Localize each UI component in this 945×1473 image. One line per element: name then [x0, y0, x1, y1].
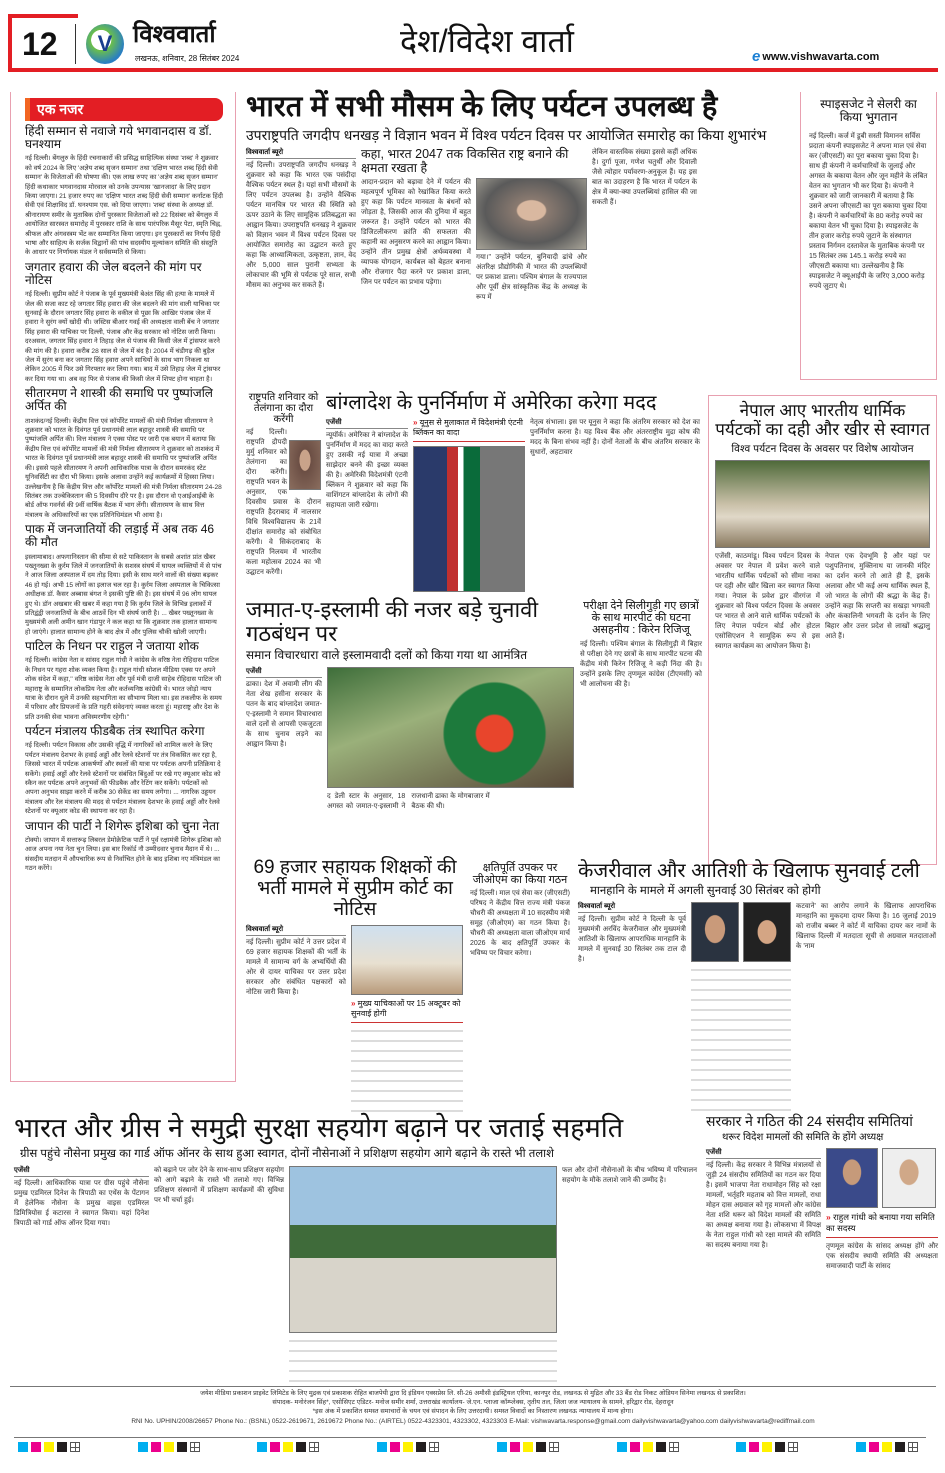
greece-photo-column — [289, 1166, 557, 1382]
president-story — [246, 392, 321, 592]
brief-body: इस्लामाबाद। अफगानिस्तान की सीमा से सटे पाकिस्तान के सबसे अशांत प्रांत खैबर पख्तूनख्वा के कुर्रम जिले में जनजातियों के सशस्त्र संघर्ष में घायल व्यक्तियों में से पांच ने आज जिला अस्पताल में दम तोड़ दिया। इसी के साथ मरने वालों की संख्या बढ़कर 46 हो गई। अभी 15 लोगों का इलाज चल रहा है। कुर्रम जिला अस्पताल के चिकित्सा अधीक्षक डॉ. कैसर अब्बास बंगश ने इसकी पुष्टि की है। इस संघर्ष में 96 लोग घायल हुए थे। डॉन अखबार की खबर में कहा गया है कि कुर्रम जिले के विभिन्न इलाकों में प्रतिद्वंद्वी जनजातियों के बीच आठवें दिन भी संघर्ष जारी है। ... खैबर पख्तूनख्वा के मुख्यमंत्री अली अमीन खान गंडापुर ने कल कहा था कि शुक्रवार तक हालात सामान्य हो जाएंगे। हालात सामान्य होने के बाद क्षेत्र में और पुलिस चौकी खोली जाएगी। — [25, 553, 222, 636]
cmyk-swatch-group — [377, 1442, 439, 1452]
swatch-cyan — [377, 1442, 387, 1452]
president-headline: राष्ट्रपति शनिवार को तेलंगाना का दौरा करेंगी — [248, 392, 319, 425]
quote-chevron-icon: » — [413, 418, 420, 427]
committees-body: नई दिल्ली। केंद्र सरकार ने विभिन्न मंत्रालयों से जुड़ी 24 संसदीय समितियों का गठन कर दिया है। इसमें भाजपा नेता राधामोहन सिंह को रक्षा मामलों, भर्तृहरि महताब को वित्त मामलों, राधा मोहन दास अग्रवाल को गृह मामलों और कांग्रेस नेता शशि थरूर को विदेश मामलों की समिति का अध्यक्ष बनाया गया है। लोकसभा में विपक्ष के नेता राहुल गांधी को रक्षा मामले की समिति का सदस्य बनाया गया है। — [706, 1162, 821, 1250]
siliguri-body: नई दिल्ली। पश्चिम बंगाल के सिलीगुड़ी में बिहार से परीक्षा देने गए छात्रों के साथ मारपीट घटना की केंद्रीय मंत्री किरेन रिजिजू ने कड़ी निंदा की है। उन्होंने इसके लिए तृणमूल कांग्रेस (टीएमसी) को भी आलोचना की है। — [580, 641, 702, 689]
swatch-black — [416, 1442, 426, 1452]
spicejet-box — [800, 92, 937, 380]
footer-rule-2 — [14, 1437, 926, 1438]
kejriwal-photo — [691, 902, 739, 962]
teachers-col-2 — [351, 925, 463, 1114]
committees-photo-row — [826, 1148, 938, 1208]
vice-president-photo — [476, 178, 587, 250]
lead-body-3: गया।" उन्होंने पर्यटन, बुनियादी ढांचे और अंतरिक्ष प्रौद्योगिकी में भारत की उपलब्धियों पर प्रकाश डाला। पश्चिम बंगाल के राज्यपाल और पूर्वी क्षेत्र सांस्कृतिक केंद्र के अध्यक्ष के रूप में — [476, 254, 587, 302]
brief-headline: पाटिल के निधन पर राहुल ने जताया शोक — [25, 639, 199, 654]
imprint: जयेश मीडिया प्रकाशन प्राइवेट लिमिटेड के लिए मुद्रक एवं प्रकाशक रोहित बाजपेयी द्वारा दि इंडियन एक्सप्रेस लि. सी-26 अमौसी इंडस्ट्रियल एरिया, कानपुर रोड, लखनऊ से मुद्रित और 33 बैंड रोड निकट ओडियन सिनेमा लखनऊ से प्रकाशित। संपादक- मनोरंजन सिंह*, एसोसिएट एडिटर- मनोज समीर शर्मा, उत्तराखंड कार्यालय- जे.एन. प्लाजा कॉम्प्लेक्स, तृतीय तल, जिला जज न्यायालय के सामने, हरिद्वार रोड, देहरादून *इस अंक में प्रकाशित समस्त समाचारों के चयन एवं संपादन के लिए उत्तरदायी। समस्त विवादों का निस्तारण लखनऊ न्यायालय में मान्य होगा। RNI No. UPHIN/2008/26657 Phone No.: (BSNL) 0522-2619671, 2619672 Phone No.: (AIRTEL) 0522-4323301, 4323302, 4323303 E-Mail: vishwavarta.response@gmail.com dailyvishwavarta@yahoo.com dailyvishwavarta@rediffmail.com — [131, 1390, 815, 1425]
lead-columns — [246, 148, 796, 384]
lead-middle-columns — [361, 178, 587, 384]
teachers-text-lines — [351, 1027, 463, 1114]
ek-nazar-column — [10, 92, 236, 1082]
cmyk-swatch-group — [497, 1442, 559, 1452]
brief-body: नई दिल्ली। सुप्रीम कोर्ट ने पंजाब के पूर्व मुख्यमंत्री बेअंत सिंह की हत्या के मामले में जेल की सजा काट रहे जगतार सिंह हवारा की जेल बदलने की मांग वाली याचिका पर सुनवाई के दौरान जगतार सिंह हवारा के वकील से पूछा कि आखिर पंजाब जेल में हवारा ने सुरंग क्यों खोदी थी। जस्टिस बीआर गवई की अध्यक्षता वाली बेंच ने जगतार सिंह हवारा की याचिका पर दिल्ली, पंजाब और केंद्र सरकार को नोटिस जारी किया। दरअसल, जगतार सिंह हवारा ने तिहाड़ जेल से पंजाब की किसी जेल में ट्रांसफर करने की मांग की है। हवारा करीब 28 साल से जेल में बंद है। 2004 में चंडीगढ़ की बुड़ैल जेल में सुरंग बना कर जगतार सिंह हवारा अपने साथियों के साथ भाग निकला था लेकिन 2005 में फिर उसे गिरफ्तार कर लिया गया। बाद में उसे तिहाड़ जेल में ट्रांसफर कर दिया गया था। अब वह फिर से पंजाब की किसी जेल में शिफ्ट होना चाहता है। — [25, 291, 221, 383]
swatch-yellow — [643, 1442, 653, 1452]
byline: एजेंसी — [246, 667, 322, 678]
bangladesh-columns — [326, 418, 704, 592]
brief-headline: हिंदी सम्मान से नवाजे गये भगवानदास व डॉ. घनश्याम — [25, 124, 212, 152]
committees-columns — [706, 1148, 938, 1382]
swatch-black — [57, 1442, 67, 1452]
teachers-columns — [246, 925, 464, 1114]
lead-photo-column — [476, 178, 587, 384]
lead-body-2: आदान-प्रदान को बढ़ावा देने में पर्यटन की महत्वपूर्ण भूमिका को रेखांकित किया करते हुए कहा कि पर्यटन मानवता के बंधनों को जोड़ता है, जिसकी आज की दुनिया में बहुत जरूरत है। उन्होंने पर्यटन को भारत की डिजिटलीकरण क्रांति की सफलता की कहानी का अनुसरण करने का आह्वान किया। उन्होंने तीन प्रमुख क्षेत्रों अर्थव्यवस्था में व्यापक योगदान, कार्यबल को बेहतर बनाना और रोजगार पैदा करने पर प्रकाश डाला, जिन पर पर्यटन का प्रभाव पड़ेगा। — [361, 179, 471, 287]
greece-headline: भारत और ग्रीस ने समुद्री सुरक्षा सहयोग बढ़ाने पर जताई सहमति — [14, 1113, 624, 1143]
kejriwal-headline: केजरीवाल और आतिशी के खिलाफ सुनवाई टली — [578, 860, 920, 882]
supreme-court-photo — [351, 925, 463, 995]
byline: एजेंसी — [326, 418, 408, 429]
jamat-body: ढाका। देश में अवामी लीग की नेता शेख हसीना सरकार के पतन के बाद बांग्लादेश जमात-ए-इस्लामी ने समान विचारधारा वाले दलों से आपसी एकजुटता के साथ चुनाव लड़ने का आह्वान किया है। — [246, 681, 322, 749]
swatch-yellow — [882, 1442, 892, 1452]
swatch-cyan — [736, 1442, 746, 1452]
masthead-rule — [8, 68, 938, 72]
tharoor-photo — [826, 1148, 878, 1208]
committees-subheadline: थरूर विदेश मामलों की समिति के होंगे अध्यक्ष — [722, 1132, 884, 1144]
ek-nazar-banner: एक नजर — [25, 98, 223, 121]
byline: विश्ववार्ता ब्यूरो — [246, 148, 356, 159]
byline: एजेंसी — [706, 1148, 821, 1159]
swatch-magenta — [749, 1442, 759, 1452]
nepal-body: एजेंसी, काठमांडू। विश्व पर्यटन दिवस के अवसर पर नेपाल में प्रवेश करने वाले भारतीय धार्मिक पर्यटकों को सीमा नाका पर दही और खीर खिला कर स्वागत किया गया। नेपाल के प्रवेश द्वार वीरगंज में शुक्रवार को विश्व पर्यटन दिवस के अवसर पर भारत से आने वाले धार्मिक पर्यटकों के लिए नेपाल पर्यटन बोर्ड और होटल एसोसिएशन ने सामूहिक रूप से इस स्वागत कार्यक्रम का आयोजन किया है। — [715, 553, 820, 651]
bangladesh-story — [326, 392, 704, 592]
committees-body-2: तृणमूल कांग्रेस के सांसद अध्यक्ष होंगे और एक संसदीय स्थायी समिति की अध्यक्षता समाजवादी पार्टी के सांसद — [826, 1243, 938, 1271]
nepal-columns — [715, 552, 930, 858]
registration-cross-icon — [549, 1442, 559, 1452]
committees-col-1 — [706, 1148, 821, 1382]
nepal-welcome-photo — [715, 460, 930, 548]
lead-body: नई दिल्ली। उपराष्ट्रपति जगदीप धनखड़ ने शुक्रवार को कहा कि भारत एक पसंदीदा वैश्विक पर्यटन स्थल है। यहां सभी मौसमों के लिए पर्यटन उपलब्ध है। उन्होंने वैश्विक पर्यटन मानचित्र पर भारत की स्थिति को ऊपर उठाने के लिए सामूहिक प्रतिबद्धता का आह्वान किया। उपराष्ट्रपति धनखड़ ने शुक्रवार को विज्ञान भवन में विश्व पर्यटन दिवस पर आयोजित समारोह का उद्घाटन करते हुए कहा कि आध्यात्मिकता, उत्कृष्टता, ज्ञान, वेद और 5,000 साल पुरानी सभ्यता के लोकाचार की भूमि से पर्यटक पूरे साल, सभी मौसम का अनुभव कर सकते हैं। — [246, 161, 356, 289]
brand-logo: V — [86, 24, 124, 64]
teachers-col-1 — [246, 925, 346, 1114]
swatch-cyan — [617, 1442, 627, 1452]
brief-headline: सीतारमण ने शास्त्री की समाधि पर पुष्पांजलि अर्पित की — [25, 386, 213, 414]
brief-body: ताशकंद/नई दिल्ली। केंद्रीय वित्त एवं कॉर्पोरेट मामलों की मंत्री निर्मला सीतारमण ने शुक्रवार को भारत के दिवंगत पूर्व प्रधानमंत्री लाल बहादुर शास्त्री की समाधि पर पुष्पांजलि अर्पित की। वित्त मंत्रालय ने एक्स पोस्ट पर जारी एक बयान में बताया कि केंद्रीय वित्त एवं कॉर्पोरेट मामलों की मंत्री निर्मला सीतारमण ने शुक्रवार को ताशकंद में भारत के दिवंगत पूर्व प्रधानमंत्री लाल बहादुर शास्त्री की समाधि पर पुष्पांजलि अर्पित की। इससे पहले सीतारमण ने अपनी आधिकारिक यात्रा के दौरान समरकंद स्टेट यूनिवर्सिटी का दौरा भी किया। इसके अलावा उन्होंने कई कार्यक्रमों में हिस्सा लिया। उल्लेखनीय है कि केंद्रीय वित्त और कॉर्पोरेट मामलों की मंत्री निर्मला सीतारमण 24-28 सितंबर तक उज्बेकिस्तान की 5 दिवसीय दौरे पर है। इस दौरान वो एआईआईबी के बोर्ड ऑफ गवर्नर्स की 9वीं वार्षिक बैठक में भाग लेंगी। सीतारमण के साथ वित्त मंत्रालय के अधिकारियों का एक प्रतिनिधिमंडल भी आया है। — [25, 417, 222, 519]
lead-body-4: लेकिन वास्तविक संख्या इससे कहीं अधिक है। दुर्गा पूजा, गणेश चतुर्थी और दिवाली जैसे त्योहार पर्यावरण-अनुकूल हैं। यह इस बात का उदाहरण है कि भारत में पर्यटन के क्षेत्र में क्या-क्या उपलब्धियां हासिल की जा सकती हैं। — [592, 148, 697, 206]
nepal-body-2: नेपाल एक देवभूमि है और यहां पर पशुपतिनाथ, मुक्तिनाथ या जानकी मंदिर का दर्शन करने तो आते ही हैं, इसके अलावा और भी कई अन्य धार्मिक स्थल हैं, जो भारत के लोगों की श्रद्धा के केंद्र हैं। उन्होंने कहा कि सप्तरी का सखड़ा भगवती और कंकालिनी भगवती के दर्शन के लिए बिहार और उत्तर प्रदेश से लाखों श्रद्धालु आते हैं। — [825, 553, 930, 641]
swatch-cyan — [257, 1442, 267, 1452]
navy-guard-of-honour-photo — [289, 1166, 557, 1333]
swatch-yellow — [403, 1442, 413, 1452]
lead-middle — [361, 148, 587, 384]
registration-cross-icon — [908, 1442, 918, 1452]
brief-headline: जगतार हवारा की जेल बदलने की मांग पर नोटिस — [25, 259, 202, 288]
lead-col-1 — [246, 148, 356, 384]
swatch-cyan — [856, 1442, 866, 1452]
jamat-col-1 — [246, 667, 322, 852]
president-photo — [289, 440, 321, 490]
swatch-magenta — [31, 1442, 41, 1452]
footer-rule — [10, 1386, 936, 1387]
jamat-story — [246, 598, 574, 852]
browser-icon: e — [752, 48, 761, 65]
greece-text-lines — [289, 1337, 557, 1382]
nepal-box — [708, 395, 937, 865]
spicejet-body: नई दिल्ली। कर्ज में डूबी सस्ती विमानन सर्विस प्रदाता कंपनी स्पाइसजेट ने अपना माल एवं सेवा कर (जीएसटी) का पूरा बकाया चुका दिया है। साथ ही कंपनी ने कर्मचारियों के जुलाई और अगस्त के बकाया वेतन और जून महीने के लंबित वेतन का भुगतान भी कर दिया है। कंपनी ने शुक्रवार को जारी जानकारी में बताया है कि उसने अपना जीएसटी का पूरा बकाया चुका दिया है। कंपनी ने कर्मचारियों के 80 करोड़ रुपये का बकाया वेतन भी चुका दिया है। स्पाइसजेट के तीन हजार करोड़ रुपये जुटाने के संस्थागत प्रस्ताव निर्गमन दस्तावेज के मुताबिक कंपनी पर 15 सितंबर तक 145.1 करोड़ रुपये का जीएसटी बकाया था। उल्लेखनीय है कि स्पाइसजेट ने क्यूआईपी के जरिए 3,000 करोड़ रुपये जुटाए थे। — [809, 133, 928, 291]
cmyk-swatch-group — [138, 1442, 200, 1452]
cmyk-swatch-group — [18, 1442, 80, 1452]
quote-chevron-icon: » — [351, 998, 358, 1008]
brief-headline: पाक में जनजातियों की लड़ाई में अब तक 46 की मौत — [25, 522, 215, 550]
teachers-headline: 69 हजार सहायक शिक्षकों की भर्ती मामले में सुप्रीम कोर्ट का नोटिस — [253, 857, 457, 920]
registration-cross-icon — [669, 1442, 679, 1452]
greece-subheadline: ग्रीस पहुंचे नौसेना प्रमुख का गार्ड ऑफ ऑनर के साथ हुआ स्वागत, दोनों नौसेनाओं ने प्रशिक्षण सहयोग आगे बढ़ाने के रास्ते भी तलाशे — [20, 1147, 554, 1160]
page-number: 12 — [22, 26, 58, 62]
greece-body-3: फल और दोनों नौसेनाओं के बीच भविष्य में परिचालन सहयोग के मौके तलाशे जाने की उम्मीद है। — [562, 1166, 697, 1184]
swatch-black — [895, 1442, 905, 1452]
swatch-black — [656, 1442, 666, 1452]
kejriwal-body-2: कटवाने' का आरोप लगाने के खिलाफ आपराधिक मानहानि का मुकदमा दायर किया है। 16 जुलाई 2019 को राजीव बब्बर ने कोर्ट में याचिका दायर कर नामों के खिलाफ दिल्ली में मतदाता सूची से अग्रवाल मतदाताओं के 'नाम — [796, 903, 936, 950]
swatch-black — [536, 1442, 546, 1452]
jamat-headline: जमात-ए-इस्लामी की नजर बड़े चुनावी गठबंधन पर — [246, 597, 539, 647]
lead-subheadline: उपराष्ट्रपति जगदीप धनखड़ ने विज्ञान भवन में विश्व पर्यटन दिवस पर आयोजित समारोह का किया शुभारंभ — [246, 126, 767, 143]
swatch-cyan — [497, 1442, 507, 1452]
kejriwal-photos — [691, 902, 791, 1114]
bangladesh-pullquote: » यूनुस से मुलाकात में विदेशमंत्री एंटनी ब्लिंकन का वादा — [413, 418, 525, 442]
gom-headline: क्षतिपूर्ति उपकर पर जीओएम का किया गठन — [472, 862, 568, 887]
greece-columns — [14, 1166, 702, 1382]
swatch-cyan — [138, 1442, 148, 1452]
section-title: देश/विदेश वार्ता — [400, 23, 574, 59]
greece-col-1 — [14, 1166, 149, 1382]
greece-body: नई दिल्ली। आधिकारिक यात्रा पर ग्रीस पहुंचे नौसेना प्रमुख एडमिरल दिनेश के त्रिपाठी का एथेंस के पेंटागन में हेलेनिक नौसेना के प्रमुख वाइस एडमिरल डिमित्रियोस ई कटारस ने स्वागत किया। यहां दिनेश त्रिपाठी को गार्ड ऑफ ऑनर दिया गया। — [14, 1179, 149, 1227]
swatch-yellow — [283, 1442, 293, 1452]
swatch-black — [775, 1442, 785, 1452]
spicejet-headline: स्पाइसजेट ने सेलरी का किया भुगतान — [820, 97, 917, 125]
brief-body: नई दिल्ली। पर्यटन विकास और उसकी वृद्धि में नागरिकों को शामिल करने के लिए पर्यटन मंत्रालय देशभर के हवाई अड्डों और रेलवे स्टेशनों पर तंत्र विकसित कर रहा है, जिससे भारत में पर्यटक आकर्षणों और स्थलों की यात्रा पर पर्यटक अपनी प्रतिक्रिया दे सकेंगे। हवाई अड्डों और रेलवे स्टेशनों पर संबंधित बिंदुओं पर रखे गए क्यूआर कोड को स्कैन कर पर्यटक अपने अनुभवों की फीडबैक और रेटिंग कर सकेंगे। पर्यटकों को अपना अनुभव साझा करने में करीब 30 सेकेंड का समय लगेगा। ... नागरिक उड्डयन मंत्रालय और रेल मंत्रालय की मदद से पर्यटन मंत्रालय देशभर के हवाई अड्डों और रेलवे स्टेशनों पर क्यूआर कोड की स्थापना कर रहा है। — [25, 742, 221, 816]
swatch-magenta — [270, 1442, 280, 1452]
kejriwal-text-lines — [691, 966, 791, 1114]
nepal-headline: नेपाल आए भारतीय धार्मिक पर्यटकों का दही और खीर से स्वागत — [715, 401, 930, 439]
teachers-story — [246, 858, 464, 1114]
kejriwal-subheadline: मानहानि के मामले में अगली सुनवाई 30 सितंबर को होगी — [590, 885, 821, 897]
bangladesh-col-2 — [413, 418, 525, 592]
swatch-black — [177, 1442, 187, 1452]
jamat-columns — [246, 667, 574, 852]
jamat-subheadline: समान विचारधारा वाले इस्लामवादी दलों को किया गया था आमंत्रित — [246, 648, 528, 663]
byline: विश्ववार्ता ब्यूरो — [578, 902, 686, 913]
quote-chevron-icon: » — [826, 1212, 834, 1223]
bangladesh-col-1 — [326, 418, 408, 592]
swatch-yellow — [164, 1442, 174, 1452]
kejriwal-body: नई दिल्ली। सुप्रीम कोर्ट ने दिल्ली के पूर्व मुख्यमंत्री अरविंद केजरीवाल और मुख्यमंत्री आतिशी के खिलाफ आपराधिक मानहानि के मामले में सुनवाई 30 सितंबर तक टाल दी है। — [578, 916, 686, 963]
atishi-photo — [743, 902, 791, 962]
brief-body: नई दिल्ली। बेंगलुरु के हिंदी रचनाकारों की प्रसिद्ध साहित्यिक संस्था 'शब्द' ने शुक्रवार को वर्ष 2024 के लिए 'अज्ञेय शब्द सृजन सम्मान' तथा 'दक्षिण भारत शब्द हिंदी सेवी सम्मान' के विजेताओं की घोषणा की। एक लाख रुपए का 'अज्ञेय शब्द सृजन सम्मान' हिंदी कथाकार भगवानदास मोरवाल को उनके उपन्यास 'खानजादा' के लिए प्रदान किया जाएगा। 21 हजार रुपए का 'दक्षिण भारत शब्द हिंदी सेवी सम्मान' कर्नाटक हिंदी सेवी एवं शिक्षाविद डॉ. घनश्याम एस. को दिया जाएगा। 'शब्द' संस्था के अध्यक्ष डॉ. श्रीनारायण समीर के मुताबिक दोनों पुरस्कार विजेताओं को 22 दिसंबर को बेंगलुरु में आयोजित सारस्वत समारोह में पुरस्कार राशि के साथ पारंपरिक मैसूर पेटा, स्मृति चिह्न, श्रीफल और अंगवस्त्रम भेंट कर सम्मानित किया जाएगा। इन पुरस्कारों का निर्णय हिंदी भाषा और साहित्य के सर्जक विद्वानों की पांच सदस्यीय मूल्यांकन समिति की संस्तुति के आधार पर निर्णायक मंडल ने सर्वसम्मति से किया। — [25, 155, 223, 257]
print-registration-marks — [18, 1442, 918, 1452]
jamat-body-2: द डेली स्टार के अनुसार, 18 अगस्त को जमात-ए-इस्लामी ने राजधानी ढाका के मोगबाजार में बैठक की थी। — [327, 793, 490, 810]
dateline: लखनऊ, शनिवार, 28 सितंबर 2024 — [135, 54, 240, 63]
bangladesh-flag-rally-photo — [327, 667, 574, 788]
swatch-magenta — [151, 1442, 161, 1452]
cmyk-swatch-group — [617, 1442, 679, 1452]
bangladesh-body: न्यूयॉर्क। अमेरिका ने बांग्लादेश के पुनर्निर्माण में मदद का वादा करते हुए उसकी नई यात्रा में अच्छा साझेदार बनने की इच्छा व्यक्त की है। अमेरिकी विदेशमंत्री एंटनी ब्लिंकन ने शुक्रवार को कहा कि वाशिंगटन बांग्लादेश के लोगों की सहायता जारी रखेगा। — [326, 432, 408, 509]
gom-story — [470, 862, 570, 1114]
siliguri-story — [580, 600, 702, 850]
brief-headline: जापान की पार्टी ने शिगेरू इशिबा को चुना नेता — [25, 818, 220, 833]
bangladesh-body-2: नेतृत्व संभाला। इस पर यूनुस ने कहा कि अंतरिम सरकार को देश का पुनर्निर्माण करना है। यह विश्व बैंक और अंतरराष्ट्रीय मुद्रा कोष की मदद के बिना संभव नहीं है। दोनों नेताओं के बीच अंतरिम सरकार के सुधारों, अहटावार — [530, 419, 700, 456]
registration-cross-icon — [190, 1442, 200, 1452]
registration-cross-icon — [309, 1442, 319, 1452]
cmyk-swatch-group — [736, 1442, 798, 1452]
greece-body-2: को बढ़ाने पर जोर देने के साथ-साथ प्रशिक्षण सहयोग को आगे बढ़ाने के रास्ते भी तलाशे गए। विभिन्न प्रशिक्षण संस्थानों में प्रशिक्षण कार्यक्रमों की सुविधा पर भी चर्चा हुई। — [154, 1166, 284, 1204]
swatch-yellow — [523, 1442, 533, 1452]
lead-story — [246, 92, 796, 384]
ek-nazar-list — [25, 125, 223, 873]
committees-col-2 — [826, 1148, 938, 1382]
swatch-magenta — [869, 1442, 879, 1452]
committees-headline: सरकार ने गठित की 24 संसदीय समितियां — [706, 1113, 913, 1129]
byline: विश्ववार्ता ब्यूरो — [246, 925, 346, 936]
brief-body: टोक्यो। जापान में सत्तारूढ़ लिबरल डेमोक्रेटिक पार्टी ने पूर्व रक्षामंत्री शिगेरू इशिबा को आज अपना नया नेता चुन लिया। इस बार रिकॉर्ड नौ उम्मीदवार चुनाव मैदान में थे। ... संसदीय मतदान में औपचारिक रूप से निर्वाचित होने के बाद इशिबा नए मंत्रिमंडल का गठन करेंगे। — [25, 836, 221, 873]
kejriwal-col-1 — [578, 902, 686, 1114]
swatch-magenta — [510, 1442, 520, 1452]
blinken-yunus-photo — [413, 446, 525, 592]
swatch-yellow — [762, 1442, 772, 1452]
brand-name: विश्ववार्ता — [133, 21, 216, 48]
swatch-cyan — [18, 1442, 28, 1452]
registration-cross-icon — [788, 1442, 798, 1452]
brief-headline: पर्यटन मंत्रालय फीडबैक तंत्र स्थापित करेगा — [25, 724, 205, 739]
president-body: नई दिल्ली। राष्ट्रपति द्रौपदी मुर्मु शनिवार को तेलंगाना का दौरा करेंगी। राष्ट्रपति भवन के अनुसार, एक दिवसीय प्रवास के दौरान राष्ट्रपति हैदराबाद में नालसार विधि विश्वविद्यालय के 21वें दीक्षांत समारोह को संबोधित करेंगी। वे सिकंदराबाद के राष्ट्रपति निलयम में भारतीय कला महोत्सव 2024 का भी उद्घाटन करेंगी। — [246, 429, 321, 576]
kejriwal-story — [578, 860, 938, 1114]
teachers-body: नई दिल्ली। सुप्रीम कोर्ट ने उत्तर प्रदेश में 69 हजार सहायक शिक्षकों की भर्ती के मामले में सामान्य वर्ग के अभ्यर्थियों की ओर से दायर याचिका पर उत्तर प्रदेश सरकार और संबंधित पक्षकारों को नोटिस जारी किया है। — [246, 938, 346, 996]
divider — [75, 24, 76, 64]
committees-pullquote: » राहुल गांधी को बनाया गया समिति का सदस्य — [826, 1212, 938, 1238]
teachers-pullquote: » मुख्य याचिकाओं पर 15 अक्टूबर को सुनवाई होगी — [351, 999, 463, 1023]
byline: एजेंसी — [14, 1166, 149, 1177]
gom-body: नई दिल्ली। माल एवं सेवा कर (जीएसटी) परिषद ने केंद्रीय वित्त राज्य मंत्री पंकज चौधरी की अध्यक्षता में 10 सदस्यीय मंत्री समूह (जीओएम) का गठन किया है। चौधरी की अध्यक्षता वाला जीओएम मार्च 2026 के बाद क्षतिपूर्ति उपकर के भविष्य पर विचार करेगा। — [470, 890, 570, 958]
committees-story — [706, 1114, 938, 1382]
swatch-yellow — [44, 1442, 54, 1452]
lead-headline: भारत में सभी मौसम के लिए पर्यटन उपलब्ध है — [246, 91, 718, 123]
masthead-corner — [8, 14, 78, 18]
nepal-subheadline: विश्व पर्यटन दिवस के अवसर पर विशेष आयोजन — [731, 443, 914, 456]
swatch-magenta — [390, 1442, 400, 1452]
kejriwal-photo-row — [691, 902, 791, 962]
president-body-wrap — [246, 428, 321, 592]
website-link[interactable]: e www.vishwavarta.com — [752, 48, 880, 65]
registration-cross-icon — [70, 1442, 80, 1452]
swatch-magenta — [630, 1442, 640, 1452]
cmyk-swatch-group — [856, 1442, 918, 1452]
lead-quote: कहा, भारत 2047 तक विकसित राष्ट्र बनाने की क्षमता रखता है — [361, 146, 569, 175]
bangladesh-headline: बांग्लादेश के पुनर्निर्माण में अमेरिका करेगा मदद — [326, 392, 657, 414]
cmyk-swatch-group — [257, 1442, 319, 1452]
kejriwal-columns — [578, 902, 938, 1114]
brief-body: नई दिल्ली। कांग्रेस नेता व सांसद राहुल गांधी ने कांग्रेस के वरिष्ठ नेता रोहिदास पाटिल के निधन पर गहरा शोक व्यक्त किया है। राहुल गांधी सोशल मीडिया एक्स पर अपने शोक संदेश में कहा,'' वरिष्ठ कांग्रेस नेता और पूर्व मंत्री दाजी साहेब रोहिदास पाटिल जी महाराष्ट्र के सम्मानित लोकप्रिय नेता और कर्तव्यनिष्ठ कांग्रेसी थे। भारत जोड़ो न्याय यात्रा के दौरान धुले में उनकी सहभागिता का सौभाग्य मिला था। इस तकलीफ के समय में परिवार और प्रियजनों के प्रति गहरी संवेदनाएं व्यक्त करता हूं। महाराष्ट्र और देश के प्रति उनकी सेवा भावना अविस्मरणीय रहेगी।'' — [25, 657, 222, 721]
registration-cross-icon — [429, 1442, 439, 1452]
greece-story — [14, 1114, 702, 1382]
siliguri-headline: परीक्षा देने सिलीगुड़ी गए छात्रों के साथ मारपीट की घटना असहनीय : किरेन रिजिजू — [583, 600, 699, 637]
rahul-gandhi-photo — [882, 1148, 936, 1208]
jamat-col-2 — [327, 667, 574, 852]
swatch-black — [296, 1442, 306, 1452]
